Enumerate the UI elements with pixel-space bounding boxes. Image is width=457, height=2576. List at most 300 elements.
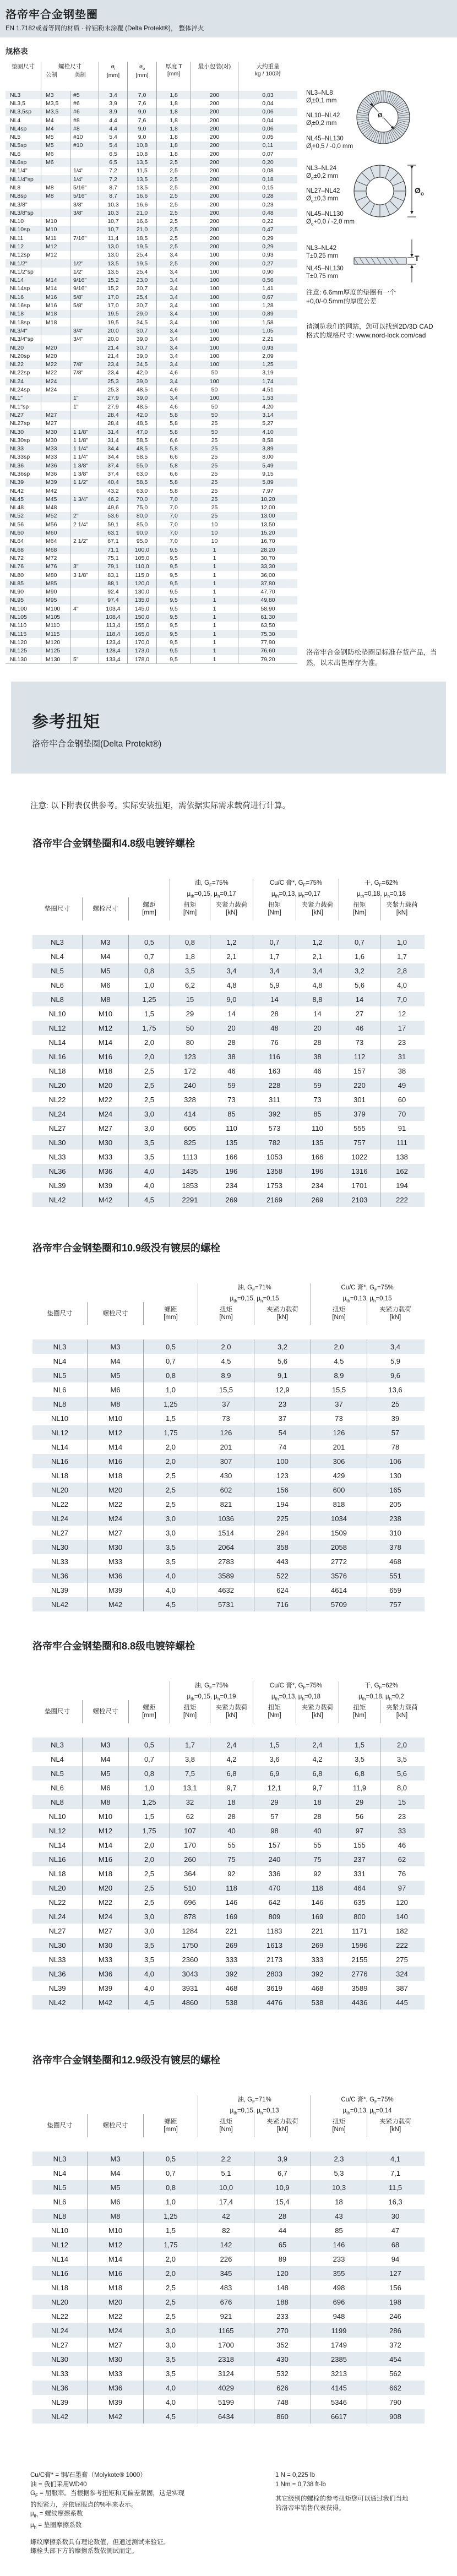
- spec-cell: NL4sp: [6, 124, 41, 133]
- torque-cell: 65: [254, 2237, 311, 2252]
- spec-cell: 113,4: [99, 622, 128, 630]
- torque-cell: 201: [311, 1440, 367, 1454]
- torque-cell: 18: [296, 1795, 339, 1809]
- torque-cell: 135: [210, 1135, 253, 1150]
- torque-cell: 538: [210, 1995, 253, 2009]
- spec-cell: 20,0: [99, 335, 128, 344]
- torque-cell: NL22: [32, 1895, 83, 1909]
- spec-cell: NL10sp: [6, 226, 41, 234]
- spec-row: [6, 133, 297, 141]
- group-header-row: [32, 879, 425, 897]
- torque-cell: 4,5: [144, 2409, 198, 2423]
- torque-table-header: [32, 1283, 425, 1325]
- torque-cell: NL6: [32, 2194, 88, 2209]
- spec-cell: 30,7: [128, 326, 157, 335]
- spec-cell: 76,60: [260, 647, 275, 655]
- col-header-clamp-load: 夹紧力载荷 [kN]: [254, 2114, 311, 2137]
- torque-cell: 246: [389, 2312, 401, 2321]
- torque-cell: NL24: [32, 1107, 83, 1121]
- torque-cell: 379: [339, 1107, 380, 1121]
- spec-cell: M24: [41, 377, 70, 385]
- spec-cell: M16: [41, 301, 70, 309]
- spec-row: [6, 99, 297, 107]
- spec-cell: 20,0: [99, 326, 128, 335]
- spec-cell: 120,0: [128, 579, 157, 587]
- spec-cell: 0,07: [262, 150, 274, 157]
- torque-cell: NL39: [32, 1583, 88, 1597]
- spec-cell: M12: [41, 242, 70, 250]
- spec-cell: 1,8: [157, 116, 191, 124]
- spec-cell: 1/2": [70, 268, 99, 276]
- spec-cell: [70, 352, 99, 360]
- page-subtitle: EN 1.7182或者等同的材质 · 锌铝粉末涂覆 (Delta Protekt®)， 整体淬火: [6, 25, 204, 32]
- torque-cell: 32: [170, 1795, 210, 1809]
- torque-cell: 2776: [339, 1967, 380, 1981]
- torque-cell: 2,8: [396, 966, 407, 975]
- spec-cell: 25: [191, 504, 238, 512]
- torque-row: [32, 1554, 425, 1569]
- torque-cell: 392: [210, 1967, 253, 1981]
- torque-cell: 5709: [311, 1597, 367, 1611]
- spec-cell: 2,5: [157, 209, 191, 217]
- col-header-metric: 公制: [46, 72, 57, 78]
- torque-row: [32, 1981, 425, 1995]
- spec-cell: 3,4: [157, 293, 191, 301]
- spec-cell: 5": [70, 655, 99, 663]
- spec-cell: 58,90: [260, 605, 275, 612]
- footnote-line: $G_F$ = 屈服率。当根据参考扭矩和无偏差紧固，这是实现: [30, 2490, 184, 2498]
- torque-cell: M42: [88, 2409, 144, 2423]
- torque-cell: 336: [253, 1866, 296, 1881]
- spec-cell: 0,11: [262, 142, 274, 149]
- torque-cell: M24: [83, 1107, 129, 1121]
- torque-row: [32, 1838, 425, 1852]
- spec-cell: [70, 546, 99, 554]
- torque-cell: 392: [253, 1107, 296, 1121]
- spec-cell: 1: [191, 613, 238, 621]
- spec-cell: 0,29: [262, 243, 274, 250]
- torque-cell: 1053: [253, 1150, 296, 1164]
- torque-cell: 5731: [198, 1597, 254, 1611]
- torque-cell: 662: [389, 2383, 401, 2392]
- torque-cell: 821: [198, 1497, 254, 1511]
- spec-cell: 100: [191, 361, 238, 369]
- spec-cell: [70, 529, 99, 537]
- spec-table-heading: 规格表: [6, 47, 28, 56]
- torque-table-title: 洛帝牢合金钢垫圈和10.9级没有镀层的螺栓: [32, 1243, 221, 1254]
- torque-cell: 2,5: [144, 1483, 198, 1497]
- spec-cell: NL5sp: [6, 141, 41, 150]
- tolerance-value: $Ø_i\pm 0,2$ mm: [306, 120, 337, 128]
- torque-cell: 38: [398, 1066, 406, 1075]
- spec-cell: 100: [191, 285, 238, 293]
- torque-cell: 118: [296, 1881, 339, 1895]
- torque-cell: M10: [83, 1809, 129, 1823]
- torque-cell: 4,5: [129, 1192, 170, 1207]
- torque-cell: 2,5: [129, 1895, 170, 1909]
- torque-cell: 2058: [311, 1540, 367, 1554]
- torque-cell: 0,5: [129, 1738, 170, 1752]
- spec-cell: 5/16": [70, 192, 99, 200]
- torque-row: [32, 1795, 425, 1809]
- torque-cell: 3213: [311, 2366, 367, 2381]
- spec-cell: 0,05: [262, 134, 274, 141]
- torque-cell: 240: [170, 1078, 210, 1092]
- torque-cell: 1,5: [144, 2223, 198, 2237]
- spec-cell: [70, 377, 99, 385]
- torque-cell: NL20: [32, 1483, 88, 1497]
- spec-cell: M11: [41, 234, 70, 242]
- torque-cell: 118: [210, 1881, 253, 1895]
- spec-cell: 128,4: [99, 647, 128, 655]
- spec-cell: 7,6: [128, 99, 157, 107]
- footnote-gap: [275, 2489, 446, 2495]
- torque-cell: 37: [198, 1397, 254, 1411]
- torque-row: [32, 1895, 425, 1909]
- spec-cell: 2,5: [157, 183, 191, 192]
- spec-cell: 3,4: [157, 394, 191, 402]
- group-friction: $\mu_{th}=0,15$, $\mu_h=0,19$: [187, 1693, 236, 1702]
- torque-cell: 3,5: [144, 2366, 198, 2381]
- torque-cell: 2169: [253, 1192, 296, 1207]
- col-header-clamp-load: 夹紧力载荷 [kN]: [379, 2118, 411, 2133]
- torque-cell: 91: [398, 1124, 406, 1132]
- spec-cell: 1 1/2": [70, 478, 99, 487]
- spec-cell: 9,15: [262, 471, 274, 477]
- col-header-min-pack: 最小包装(对): [191, 62, 238, 91]
- torque-cell: 157: [339, 1064, 380, 1078]
- spec-cell: 77,90: [260, 639, 275, 646]
- torque-cell: 148: [254, 2280, 311, 2295]
- torque-cell: 6,8: [210, 1766, 253, 1780]
- torque-cell: NL42: [32, 1995, 83, 2009]
- spec-cell: NL110: [6, 622, 41, 630]
- spec-cell: 200: [191, 108, 238, 116]
- spec-cell: NL12sp: [6, 251, 41, 259]
- spec-cell: 50: [191, 411, 238, 419]
- torque-cell: 49: [398, 1081, 406, 1090]
- spec-cell: 103,4: [99, 604, 128, 613]
- torque-cell: 878: [170, 1909, 210, 1924]
- spec-cell: NL18sp: [6, 318, 41, 326]
- spec-cell: NL95: [6, 596, 41, 604]
- spec-cell: 88,1: [99, 579, 128, 587]
- torque-cell: 68: [391, 2240, 400, 2249]
- spec-cell: 37,4: [99, 461, 128, 470]
- spec-cell: NL3/8"sp: [6, 209, 41, 217]
- spec-cell: NL130: [6, 655, 41, 663]
- spec-cell: [70, 622, 99, 630]
- torque-cell: 14: [339, 992, 380, 1006]
- spec-cell: 39,0: [128, 394, 157, 402]
- torque-cell: 15: [170, 992, 210, 1006]
- torque-row: [32, 992, 425, 1006]
- torque-cell: NL3: [32, 2152, 88, 2166]
- torque-cell: 28: [253, 1006, 296, 1021]
- spec-cell: 63,1: [99, 529, 128, 537]
- spec-cell: [70, 647, 99, 655]
- spec-cell: M8: [41, 192, 70, 200]
- torque-cell: NL8: [32, 992, 83, 1006]
- spec-cell: 100: [191, 326, 238, 335]
- torque-cell: 7,5: [170, 1766, 210, 1780]
- spec-cell: [41, 259, 70, 268]
- torque-cell: 59: [296, 1078, 339, 1092]
- spec-cell: M30: [41, 436, 70, 444]
- torque-cell: 4632: [198, 1583, 254, 1597]
- torque-cell: NL8: [32, 1397, 88, 1411]
- torque-cell: 532: [254, 2366, 311, 2381]
- torque-row: [32, 949, 425, 963]
- spec-cell: 30,70: [260, 554, 275, 562]
- torque-cell: 468: [296, 1981, 339, 1995]
- torque-cell: M30: [83, 1938, 129, 1952]
- spec-cell: 1,8: [157, 150, 191, 158]
- torque-cell: 4,0: [129, 1164, 170, 1178]
- torque-cell: 237: [339, 1852, 380, 1866]
- spec-cell: 4,4: [99, 116, 128, 124]
- spec-cell: [70, 638, 99, 646]
- torque-cell: 445: [396, 1998, 408, 2007]
- spec-cell: 17,0: [99, 293, 128, 301]
- torque-cell: 4,0: [144, 2381, 198, 2395]
- spec-cell: 9,5: [157, 630, 191, 638]
- spec-row: [6, 529, 297, 537]
- torque-cell: 12: [398, 1009, 406, 1018]
- torque-cell: NL12: [32, 1021, 83, 1035]
- spec-cell: 2,5: [157, 242, 191, 250]
- spec-cell: 33,30: [260, 563, 275, 570]
- spec-cell: 59,1: [99, 520, 128, 529]
- torque-cell: 169: [296, 1909, 339, 1924]
- torque-cell: M30: [83, 1135, 129, 1150]
- torque-cell: 3,0: [129, 1121, 170, 1135]
- spec-cell: 39,0: [128, 335, 157, 344]
- torque-cell: NL6: [32, 1780, 83, 1795]
- torque-cell: 75: [296, 1852, 339, 1866]
- spec-cell: M27: [41, 411, 70, 419]
- spec-cell: 6,6: [157, 436, 191, 444]
- spec-row: [6, 285, 297, 293]
- spec-cell: 25,4: [128, 251, 157, 259]
- torque-cell: 234: [296, 1178, 339, 1192]
- torque-cell: M6: [83, 1780, 129, 1795]
- spec-cell: M5: [41, 133, 70, 141]
- torque-row: [32, 2252, 425, 2266]
- spec-cell: 105,0: [128, 554, 157, 562]
- torque-cell: NL16: [32, 1852, 83, 1866]
- torque-row: [32, 2295, 425, 2309]
- spec-cell: NL105: [6, 613, 41, 621]
- spec-cell: 9,5: [157, 571, 191, 579]
- spec-cell: 21,4: [99, 344, 128, 352]
- torque-cell: NL12: [32, 1425, 88, 1440]
- torque-cell: 44: [254, 2223, 311, 2237]
- torque-cell: 4614: [311, 1583, 367, 1597]
- spec-cell: 25,3: [99, 377, 128, 385]
- torque-row: [32, 1752, 425, 1766]
- spec-cell: 3,4: [157, 352, 191, 360]
- torque-table-body: [32, 2152, 425, 2423]
- footnote-line: $\mu_{th}$ = 螺纹摩擦系数: [30, 2510, 83, 2519]
- spec-cell: 5,8: [157, 461, 191, 470]
- torque-cell: 555: [339, 1121, 380, 1135]
- spec-cell: M39: [41, 478, 70, 487]
- spec-row: [6, 436, 297, 444]
- torque-cell: 2385: [311, 2352, 367, 2366]
- torque-cell: 82: [198, 2223, 254, 2237]
- torque-table-body: [32, 1339, 425, 1611]
- spec-cell: [70, 344, 99, 352]
- torque-cell: M12: [83, 1823, 129, 1838]
- torque-section-panel: [11, 682, 446, 774]
- spec-cell: 200: [191, 99, 238, 107]
- torque-cell: NL14: [32, 2252, 88, 2266]
- torque-cell: M42: [83, 1995, 129, 2009]
- spec-cell: NL60: [6, 529, 41, 537]
- spec-cell: 5,8: [157, 428, 191, 436]
- spec-cell: 2,5: [157, 158, 191, 166]
- spec-cell: 13,5: [128, 175, 157, 183]
- spec-cell: 1,25: [262, 361, 274, 368]
- torque-cell: NL4: [32, 1354, 88, 1368]
- spec-row: [6, 259, 297, 268]
- spec-cell: 9/16": [70, 276, 99, 285]
- spec-cell: [70, 579, 99, 587]
- torque-cell: 2318: [198, 2352, 254, 2366]
- page-title: 洛帝牢合金钢垫圈: [6, 9, 98, 21]
- torque-cell: 8,9: [311, 1368, 367, 1382]
- torque-cell: 56: [339, 1809, 380, 1823]
- torque-cell: 221: [296, 1924, 339, 1938]
- spec-cell: M105: [41, 613, 70, 621]
- torque-cell: M6: [83, 978, 129, 992]
- torque-row: [32, 1852, 425, 1866]
- torque-cell: NL16: [32, 1049, 83, 1064]
- torque-cell: 562: [389, 2369, 401, 2378]
- torque-cell: 659: [389, 1586, 401, 1594]
- torque-cell: 2,4: [210, 1738, 253, 1752]
- torque-cell: 3,0: [129, 1107, 170, 1121]
- spec-cell: 100: [191, 344, 238, 352]
- torque-cell: 483: [198, 2280, 254, 2295]
- spec-cell: NL3,5sp: [6, 108, 41, 116]
- torque-cell: 123: [170, 1049, 210, 1064]
- torque-cell: 73: [198, 1411, 254, 1425]
- torque-cell: 1034: [311, 1511, 367, 1526]
- torque-cell: 498: [311, 2280, 367, 2295]
- torque-cell: 2,0: [144, 2252, 198, 2266]
- torque-cell: M39: [88, 1583, 144, 1597]
- spec-cell: NL24: [6, 377, 41, 385]
- spec-cell: 37,4: [99, 470, 128, 478]
- torque-cell: NL30: [32, 1540, 88, 1554]
- torque-cell: 2,5: [129, 1092, 170, 1107]
- spec-cell: 5,8: [157, 444, 191, 453]
- torque-row: [32, 1164, 425, 1178]
- torque-cell: 220: [339, 1078, 380, 1092]
- torque-cell: 23: [254, 1397, 311, 1411]
- torque-cell: 5,9: [253, 978, 296, 992]
- spec-cell: 200: [191, 91, 238, 99]
- spec-cell: 75,1: [99, 554, 128, 562]
- torque-cell: 196: [210, 1164, 253, 1178]
- torque-row: [32, 1866, 425, 1881]
- spec-cell: 25,4: [128, 268, 157, 276]
- torque-row: [32, 2352, 425, 2366]
- spec-cell: 34,4: [99, 453, 128, 461]
- spec-row: [6, 588, 297, 596]
- spec-cell: 31,4: [99, 436, 128, 444]
- spec-cell: 1,8: [157, 124, 191, 133]
- torque-cell: NL27: [32, 1924, 83, 1938]
- torque-row: [32, 1881, 425, 1895]
- torque-cell: M39: [88, 2395, 144, 2409]
- torque-cell: 7,1: [390, 2169, 401, 2177]
- spec-cell: 25: [191, 487, 238, 495]
- spec-cell: M130: [41, 655, 70, 663]
- torque-cell: M24: [88, 2323, 144, 2338]
- spec-cell: 10,3: [99, 200, 128, 209]
- spec-cell: 1,8: [157, 133, 191, 141]
- torque-cell: 3589: [198, 1569, 254, 1583]
- col-header-clamp-load: 夹紧力载荷 [kN]: [210, 1700, 253, 1723]
- column-header-row: [32, 1700, 425, 1723]
- spec-cell: 1,05: [262, 327, 274, 334]
- torque-cell: M14: [88, 2252, 144, 2266]
- torque-cell: 1,75: [144, 1425, 198, 1440]
- spec-cell: M45: [41, 495, 70, 503]
- spec-cell: 2,5: [157, 175, 191, 183]
- torque-cell: 76: [253, 1035, 296, 1049]
- spec-cell: M20: [41, 352, 70, 360]
- torque-cell: 23: [398, 1038, 406, 1047]
- torque-cell: 2,5: [129, 1881, 170, 1895]
- torque-cell: M42: [83, 1192, 129, 1207]
- torque-cell: M5: [88, 1368, 144, 1382]
- spec-cell: 48,5: [128, 420, 157, 428]
- spec-cell: M115: [41, 630, 70, 638]
- spec-row: [6, 150, 297, 158]
- torque-cell: 47: [391, 2226, 400, 2235]
- spec-cell: 9,5: [157, 596, 191, 604]
- torque-row: [32, 2323, 425, 2338]
- torque-cell: 3,0: [144, 1511, 198, 1526]
- torque-row: [32, 2266, 425, 2280]
- spec-cell: 13,5: [99, 259, 128, 268]
- torque-row: [32, 1092, 425, 1107]
- spec-cell: NL3/4": [6, 326, 41, 335]
- torque-cell: M27: [83, 1121, 129, 1135]
- torque-cell: NL24: [32, 1909, 83, 1924]
- spec-cell: 10,20: [260, 495, 275, 503]
- spec-cell: 3,4: [157, 335, 191, 344]
- spec-cell: 9,0: [128, 108, 157, 116]
- torque-cell: NL14: [32, 1838, 83, 1852]
- spec-cell: 2,5: [157, 259, 191, 268]
- torque-row: [32, 1823, 425, 1838]
- spec-cell: #8: [70, 116, 99, 124]
- spec-cell: 3,4: [99, 91, 128, 99]
- torque-cell: 157: [253, 1838, 296, 1852]
- spec-cell: 1 1/8": [70, 428, 99, 436]
- torque-cell: 1,0: [144, 2194, 198, 2209]
- spec-cell: 39,0: [128, 377, 157, 385]
- spec-cell: NL48: [6, 504, 41, 512]
- spec-cell: 29,0: [128, 310, 157, 318]
- spec-cell: 1: [191, 546, 238, 554]
- torque-cell: 166: [210, 1150, 253, 1164]
